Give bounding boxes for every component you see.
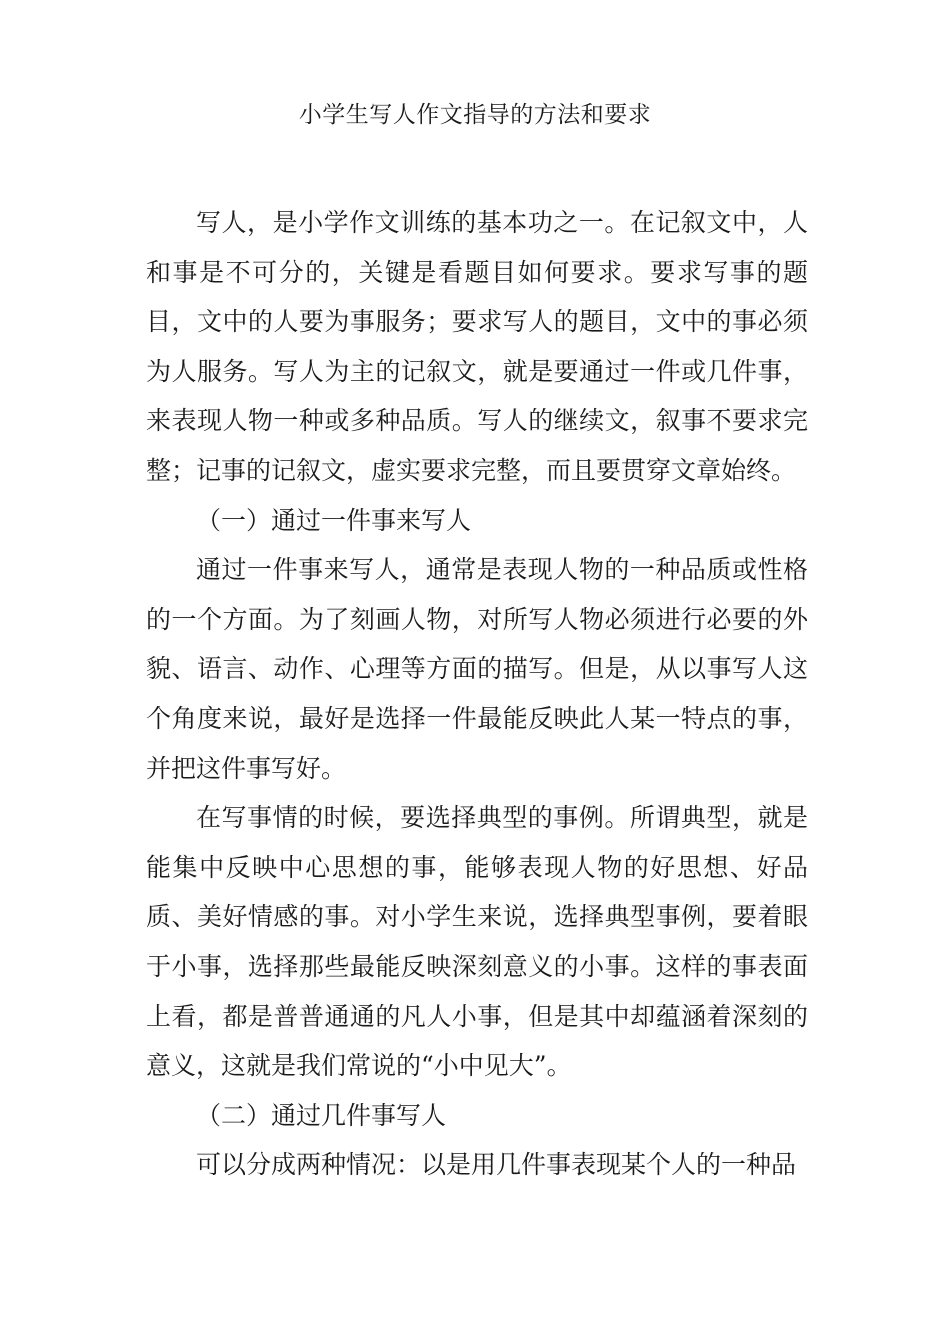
document-title: 小学生写人作文指导的方法和要求	[298, 102, 652, 128]
paragraph-intro: 写人，是小学作文训练的基本功之一。在记叙文中，人和事是不可分的，关键是看题目如何要求。要求写事的题目，文中的人要为事服务；要求写人的题目，文中的事必须为人服务。写人为主的记叙文，就是要通过一件或几件事，来表现人物一种或多种品质。写人的继续文，叙事不要求完整；记事的记叙文，虚实要求完整，而且要贯穿文章始终。	[146, 208, 808, 485]
paragraph-section-2-a: 可以分成两种情况：以是用几件事表现某个人的一种品	[196, 1150, 797, 1180]
paragraph-section-1-b: 在写事情的时候，要选择典型的事例。所谓典型，就是能集中反映中心思想的事，能够表现人物的好思想、好品质、美好情感的事。对小学生来说，选择典型事例，要着眼于小事，选择那些最能反映深刻意义的小事。这样的事表面上看，都是普普通通的凡人小事，但是其中却蕴涵着深刻的意义，这就是我们常说的“小中见大”。	[146, 803, 808, 1081]
section-heading-2: （二）通过几件事写人	[196, 1100, 447, 1130]
paragraph-section-1-a: 通过一件事来写人，通常是表现人物的一种品质或性格的一个方面。为了刻画人物，对所写人物必须进行必要的外貌、语言、动作、心理等方面的描写。但是，从以事写人这个角度来说，最好是选择一件最能反映此人某一特点的事，并把这件事写好。	[146, 555, 808, 783]
section-heading-1: （一）通过一件事来写人	[196, 505, 472, 535]
document-body	[146, 198, 808, 1190]
